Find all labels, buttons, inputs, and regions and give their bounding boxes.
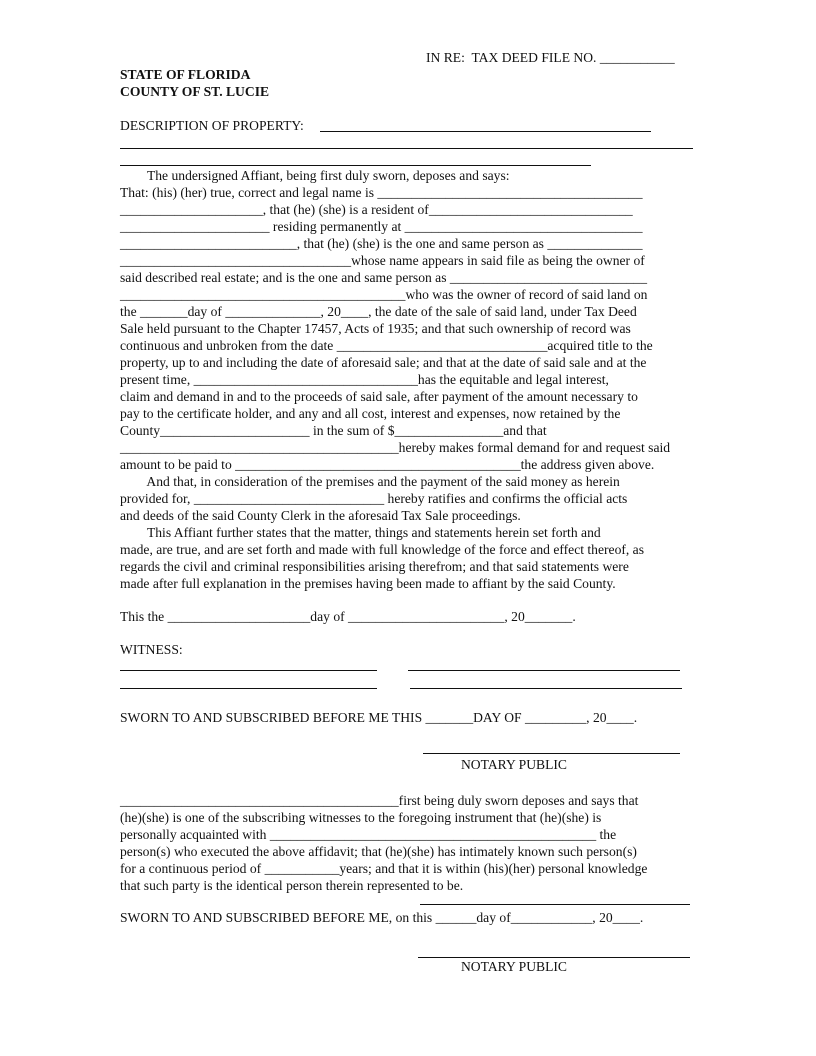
county-heading: COUNTY OF ST. LUCIE xyxy=(120,84,270,99)
affidavit-line: the _______day of ______________, 20____, the date of the sale of said land, under Tax Deed xyxy=(120,304,637,319)
affiant-signature-line[interactable] xyxy=(420,904,690,905)
notary-public-label-2: NOTARY PUBLIC xyxy=(460,959,568,974)
description-line-1[interactable] xyxy=(320,131,651,132)
witness-affidavit-line: (he)(she) is one of the subscribing witnesses to the foregoing instrument that (he)(she) is xyxy=(120,810,602,825)
witness-affidavit-line: personally acquainted with ________________________________________________ the xyxy=(120,827,617,842)
sworn-statement-2: SWORN TO AND SUBSCRIBED BEFORE ME, on this ______day of____________, 20____. xyxy=(120,910,644,925)
witness-affidavit-line: that such party is the identical person therein represented to be. xyxy=(120,878,464,893)
affidavit-line: This Affiant further states that the matter, things and statements herein set forth and xyxy=(120,525,601,540)
description-line-3[interactable] xyxy=(120,165,591,166)
affidavit-line: made after full explanation in the premises having been made to affiant by the said County. xyxy=(120,576,616,591)
description-line-2[interactable] xyxy=(120,148,693,149)
notary-signature-line-2[interactable] xyxy=(418,957,690,958)
witness-signature-line[interactable] xyxy=(120,670,377,671)
affidavit-line: said described real estate; and is the one and same person as _____________________________ xyxy=(120,270,648,285)
witness-label: WITNESS: xyxy=(120,642,183,657)
witness-signature-line[interactable] xyxy=(410,688,682,689)
witness-affidavit-line: person(s) who executed the above affidavit; that (he)(she) has intimately known such person(s) xyxy=(120,844,637,859)
affidavit-line: regards the civil and criminal responsibilities arising therefrom; and that said statements were xyxy=(120,559,629,574)
affidavit-line: made, are true, and are set forth and made with full knowledge of the force and effect thereof, as xyxy=(120,542,645,557)
affidavit-line: _____________________, that (he) (she) is a resident of______________________________ xyxy=(120,202,633,217)
tax-deed-file-line: IN RE: TAX DEED FILE NO. ___________ xyxy=(426,50,675,65)
date-line: This the _____________________day of _______________________, 20_______. xyxy=(120,609,576,624)
affidavit-line: amount to be paid to __________________________________________the address given above. xyxy=(120,457,655,472)
state-heading: STATE OF FLORIDA xyxy=(120,67,251,82)
affidavit-line: claim and demand in and to the proceeds of said sale, after payment of the amount necessary to xyxy=(120,389,638,404)
notary-public-label-1: NOTARY PUBLIC xyxy=(460,757,568,772)
affidavit-line: County______________________ in the sum of $________________and that xyxy=(120,423,547,438)
affidavit-line: continuous and unbroken from the date _______________________________acquired title to the xyxy=(120,338,653,353)
witness-signature-line[interactable] xyxy=(120,688,377,689)
affidavit-line: and deeds of the said County Clerk in the aforesaid Tax Sale proceedings. xyxy=(120,508,521,523)
notary-signature-line-1[interactable] xyxy=(423,753,680,754)
affidavit-line: present time, _________________________________has the equitable and legal interest, xyxy=(120,372,609,387)
description-label: DESCRIPTION OF PROPERTY: xyxy=(120,118,304,133)
affidavit-line: Sale held pursuant to the Chapter 17457, Acts of 1935; and that such ownership of record was xyxy=(120,321,631,336)
affidavit-line: ______________________ residing permanently at ___________________________________ xyxy=(120,219,643,234)
affidavit-line: __________________________________whose name appears in said file as being the owner of xyxy=(120,253,645,268)
affidavit-line: That: (his) (her) true, correct and legal name is _______________________________________ xyxy=(120,185,643,200)
affidavit-line: provided for, ____________________________ hereby ratifies and confirms the official acts xyxy=(120,491,628,506)
affidavit-line: __________________________________________who was the owner of record of said land on xyxy=(120,287,648,302)
affidavit-line: And that, in consideration of the premises and the payment of the said money as herein xyxy=(120,474,620,489)
affidavit-line: property, up to and including the date of aforesaid sale; and that at the date of said sale and at the xyxy=(120,355,647,370)
sworn-statement-1: SWORN TO AND SUBSCRIBED BEFORE ME THIS _______DAY OF _________, 20____. xyxy=(120,710,638,725)
witness-affidavit-line: _________________________________________first being duly sworn deposes and says that xyxy=(120,793,639,808)
affidavit-line: pay to the certificate holder, and any and all cost, interest and expenses, now retained by the xyxy=(120,406,621,421)
affidavit-line: The undersigned Affiant, being first duly sworn, deposes and says: xyxy=(120,168,510,183)
affidavit-line: _________________________________________hereby makes formal demand for and request said xyxy=(120,440,671,455)
witness-signature-line[interactable] xyxy=(408,670,680,671)
witness-affidavit-line: for a continuous period of ___________years; and that it is within (his)(her) personal knowledge xyxy=(120,861,648,876)
affidavit-line: __________________________, that (he) (she) is the one and same person as ______________ xyxy=(120,236,643,251)
